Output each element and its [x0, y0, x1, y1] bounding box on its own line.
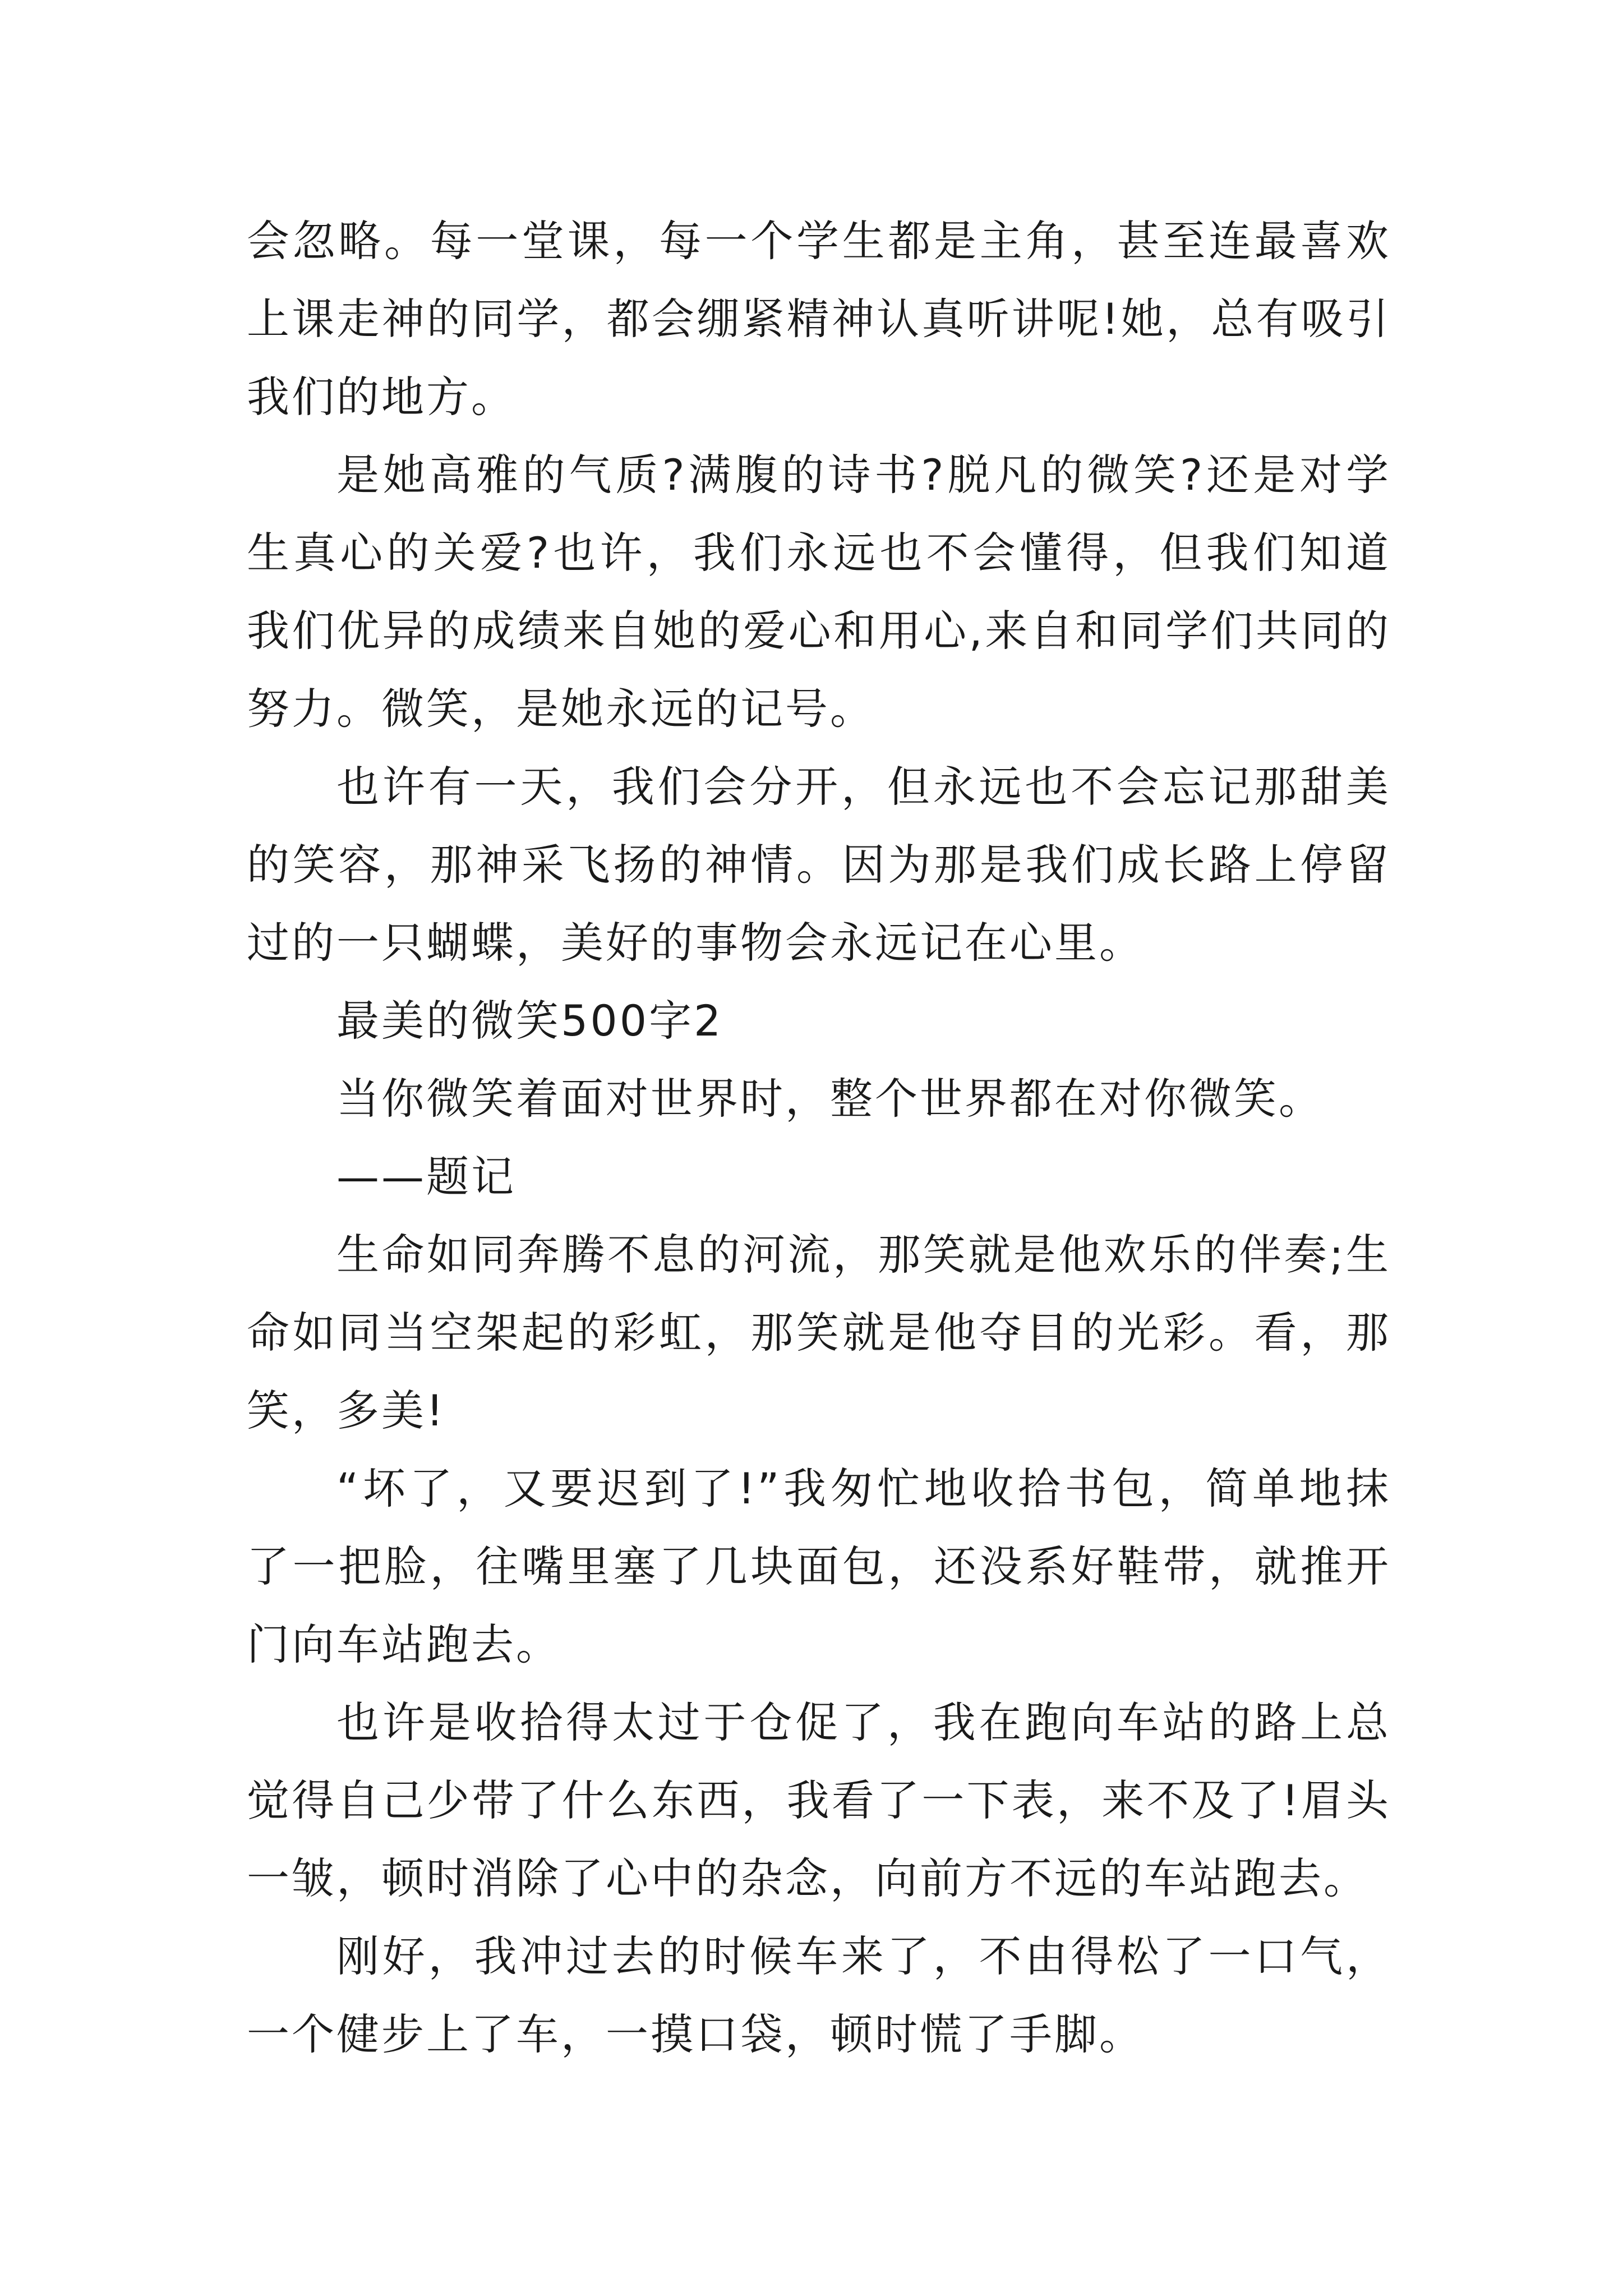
paragraph-hurry: 也许是收拾得太过于仓促了，我在跑向车站的路上总觉得自己少带了什么东西，我看了一下表，来不及了!眉头一皱，顿时消除了心中的杂念，向前方不远的车站跑去。: [247, 1697, 1391, 1903]
paragraph-smile-question: 是她高雅的气质?满腹的诗书?脱凡的微笑?还是对学生真心的关爱?也许，我们永远也不会懂得，但我们知道我们优异的成绩来自她的爱心和用心,来自和同学们共同的努力。微笑，是她永远的记号。: [247, 450, 1391, 734]
document-body: [247, 202, 1391, 2073]
paragraph-bus: 刚好，我冲过去的时候车来了，不由得松了一口气，一个健步上了车，一摸口袋，顿时慌了手脚。: [247, 1931, 1391, 2059]
paragraph-late: “坏了，又要迟到了!”我匆忙地收拾书包，简单地抹了一把脸，往嘴里塞了几块面包，还没系好鞋带，就推开门向车站跑去。: [247, 1464, 1391, 1669]
epigraph: 当你微笑着面对世界时，整个世界都在对你微笑。: [336, 1074, 1324, 1124]
epigraph-attribution: ——题记: [336, 1152, 516, 1202]
paragraph-butterfly: 也许有一天，我们会分开，但永远也不会忘记那甜美的笑容，那神采飞扬的神情。因为那是我们成长路上停留过的一只蝴蝶，美好的事物会永远记在心里。: [247, 762, 1391, 968]
paragraph-life-river: 生命如同奔腾不息的河流，那笑就是他欢乐的伴奏;生命如同当空架起的彩虹，那笑就是他夺目的光彩。看，那笑，多美!: [247, 1230, 1391, 1435]
paragraph-continuation: 会忽略。每一堂课，每一个学生都是主角，甚至连最喜欢上课走神的同学，都会绷紧精神认真听讲呢!她，总有吸引我们的地方。: [247, 216, 1391, 422]
section-heading: 最美的微笑500字2: [336, 996, 723, 1046]
